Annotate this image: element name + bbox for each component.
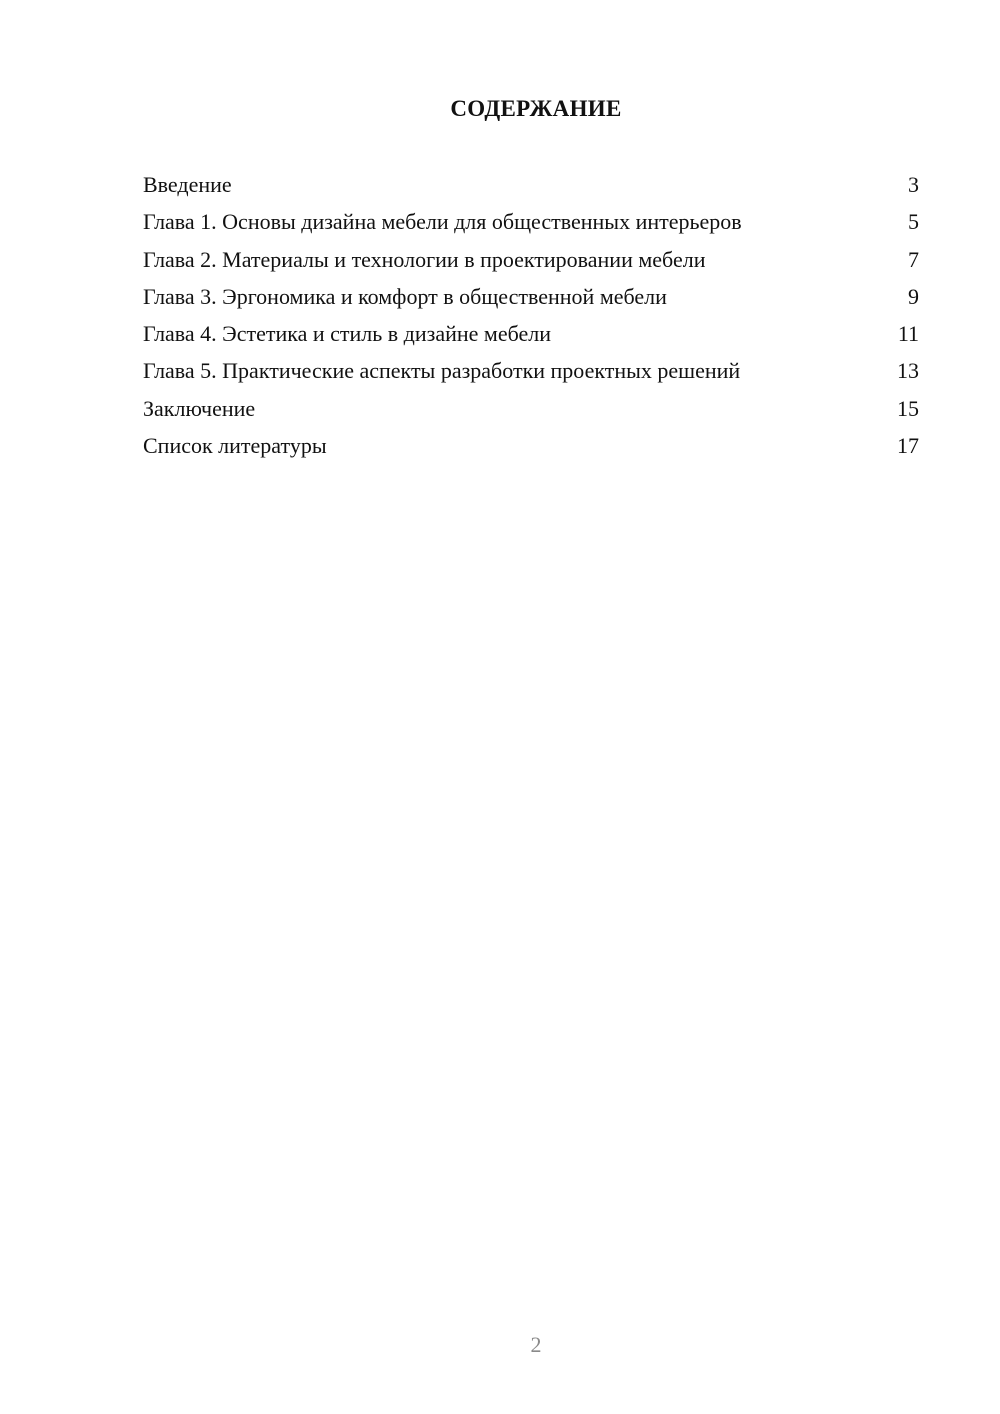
toc-entry-chapter-1: [143, 205, 919, 242]
toc-entry-page: 9: [908, 283, 919, 309]
toc-entry-page: 13: [897, 358, 919, 384]
toc-entry-chapter-2: [143, 243, 919, 280]
page-title: СОДЕРЖАНИЕ: [450, 96, 622, 121]
toc-entry-introduction: [143, 168, 919, 205]
toc-entry-page: 7: [908, 246, 919, 272]
toc-entry-chapter-4: [143, 317, 919, 354]
toc-entry-bibliography: [143, 429, 919, 466]
toc-entry-chapter-5: [143, 354, 919, 391]
toc-entry-label: Введение: [143, 172, 232, 197]
toc-entry-conclusion: [143, 392, 919, 429]
toc-entry-label: Глава 2. Материалы и технологии в проектировании мебели: [143, 246, 706, 272]
page-number: 2: [530, 1332, 542, 1357]
table-of-contents: [143, 168, 919, 466]
toc-entry-label: Глава 3. Эргономика и комфорт в общественной мебели: [143, 283, 667, 309]
toc-entry-page: 11: [897, 321, 919, 347]
toc-entry-label: Список литературы: [143, 433, 327, 459]
toc-entry-label: Глава 4. Эстетика и стиль в дизайне мебели: [143, 321, 552, 347]
toc-entry-label: Глава 1. Основы дизайна мебели для общественных интерьеров: [143, 209, 742, 235]
toc-entry-page: 3: [908, 172, 919, 197]
toc-entry-chapter-3: [143, 280, 919, 317]
toc-entry-label: Заключение: [143, 395, 256, 421]
toc-entry-label: Глава 5. Практические аспекты разработки проектных решений: [143, 358, 741, 384]
toc-entry-page: 17: [897, 433, 919, 459]
toc-entry-page: 15: [897, 395, 919, 421]
toc-entry-page: 5: [908, 209, 919, 235]
